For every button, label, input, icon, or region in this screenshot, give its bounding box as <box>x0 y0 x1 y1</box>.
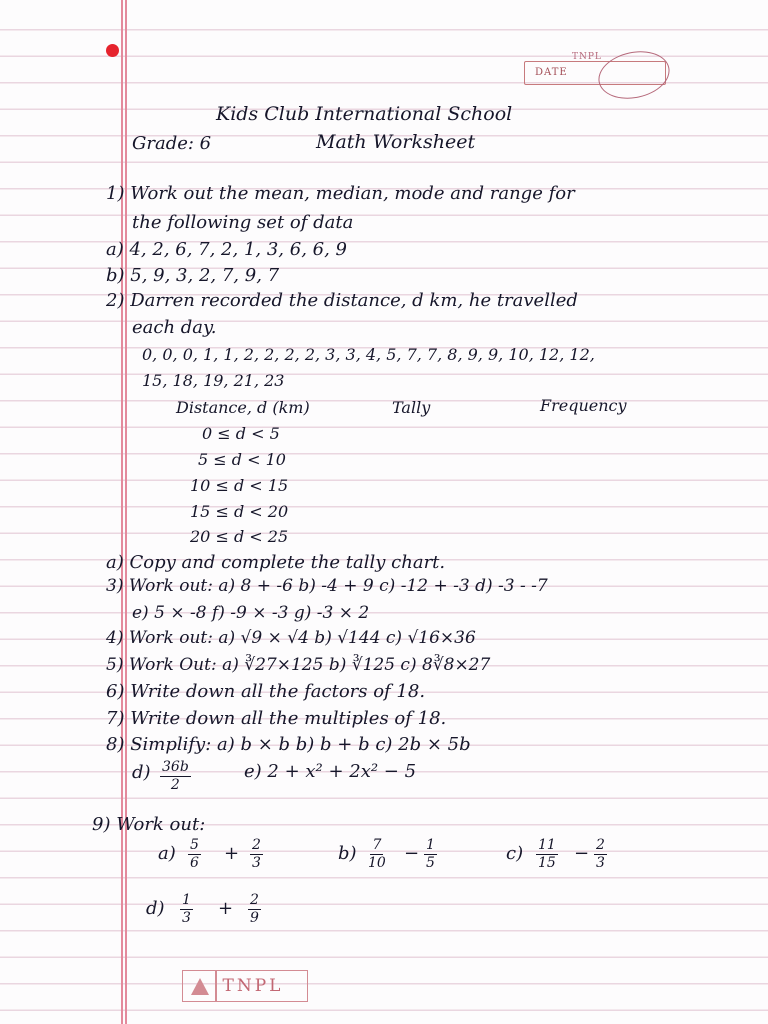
q5-line: 5) Work Out: a) ∛27×125 b) ∛125 c) 8∛8×27 <box>106 655 491 675</box>
q9-a-fraction-2 <box>250 838 263 871</box>
logo-text: TNPL <box>222 976 284 996</box>
q9-line: 9) Work out: <box>92 814 206 835</box>
denominator: 3 <box>252 855 261 871</box>
q9-b-label: b) <box>338 843 357 864</box>
margin-line-left <box>121 0 123 1024</box>
numerator: 2 <box>250 892 259 908</box>
denominator: 2 <box>170 777 180 793</box>
q2-part-a: a) Copy and complete the tally chart. <box>106 552 446 573</box>
q9-c-fraction-1 <box>536 838 558 871</box>
denominator: 9 <box>250 910 259 926</box>
margin-line-right <box>125 0 127 1024</box>
worksheet-title: Math Worksheet <box>316 131 476 153</box>
q9-d-fraction-1 <box>180 893 193 926</box>
q6-line: 6) Write down all the factors of 18. <box>106 681 426 702</box>
q1-line2: the following set of data <box>132 212 354 233</box>
q2-line2: each day. <box>132 317 217 338</box>
logo-divider <box>215 971 217 1001</box>
q9-b-fraction-2 <box>424 838 437 871</box>
q1-part-a: a) 4, 2, 6, 7, 2, 1, 3, 6, 6, 9 <box>106 239 347 260</box>
tnpl-logo <box>182 970 308 1002</box>
q4-line: 4) Work out: a) √9 × √4 b) √144 c) √16×36 <box>106 628 476 648</box>
denominator: 3 <box>596 855 605 871</box>
q9-b-fraction-1 <box>368 838 386 871</box>
date-box: DATE <box>524 61 666 85</box>
q9-b-operator: − <box>404 843 420 864</box>
denominator: 3 <box>182 910 191 926</box>
denominator: 5 <box>426 855 435 871</box>
table-header-distance: Distance, d (km) <box>176 398 310 417</box>
numerator: 5 <box>190 837 199 853</box>
school-name: Kids Club International School <box>216 103 513 125</box>
q9-a-operator: + <box>224 843 240 864</box>
q8-line: 8) Simplify: a) b × b b) b + b c) 2b × 5b <box>106 734 471 755</box>
binder-hole <box>106 44 119 57</box>
table-row: 0 ≤ d < 5 <box>202 424 280 443</box>
q2-data-line1: 0, 0, 0, 1, 1, 2, 2, 2, 2, 3, 3, 4, 5, 7, 7, 8, 9, 9, 10, 12, 12, <box>142 345 595 364</box>
denominator: 6 <box>190 855 199 871</box>
q8-d-label: d) <box>132 762 151 783</box>
numerator: 2 <box>596 837 605 853</box>
numerator: 1 <box>182 892 191 908</box>
q3-line1: 3) Work out: a) 8 + -6 b) -4 + 9 c) -12 + -3 d) -3 - -7 <box>106 576 548 596</box>
q9-d-fraction-2 <box>248 893 261 926</box>
numerator: 11 <box>538 837 556 853</box>
numerator: 2 <box>252 837 261 853</box>
q9-c-operator: − <box>574 843 590 864</box>
q9-c-fraction-2 <box>594 838 607 871</box>
q8-d-fraction <box>160 760 191 793</box>
q2-data-line2: 15, 18, 19, 21, 23 <box>142 371 285 390</box>
q9-a-fraction-1 <box>188 838 201 871</box>
table-row: 10 ≤ d < 15 <box>190 476 289 495</box>
table-header-tally: Tally <box>392 398 431 417</box>
logo-triangle-icon <box>191 978 209 995</box>
q9-d-label: d) <box>146 898 165 919</box>
table-row: 15 ≤ d < 20 <box>190 502 289 521</box>
table-header-frequency: Frequency <box>540 396 627 415</box>
q7-line: 7) Write down all the multiples of 18. <box>106 708 447 729</box>
stamp-text: TNPL <box>572 52 602 62</box>
numerator: 36b <box>162 759 189 775</box>
q9-a-label: a) <box>158 843 176 864</box>
q8-part-e: e) 2 + x² + 2x² − 5 <box>244 761 417 782</box>
numerator: 1 <box>426 837 435 853</box>
table-row: 5 ≤ d < 10 <box>198 450 286 469</box>
q1-part-b: b) 5, 9, 3, 2, 7, 9, 7 <box>106 265 280 286</box>
denominator: 10 <box>368 855 386 871</box>
q9-c-label: c) <box>506 843 524 864</box>
q2-line1: 2) Darren recorded the distance, d km, he travelled <box>106 290 578 311</box>
q1-line1: 1) Work out the mean, median, mode and range for <box>106 183 575 204</box>
numerator: 7 <box>372 837 382 853</box>
q3-line2: e) 5 × -8 f) -9 × -3 g) -3 × 2 <box>132 603 370 623</box>
table-row: 20 ≤ d < 25 <box>190 527 289 546</box>
denominator: 15 <box>538 855 556 871</box>
q9-d-operator: + <box>218 898 234 919</box>
grade-label: Grade: 6 <box>132 133 212 154</box>
publisher-stamp <box>594 45 674 105</box>
